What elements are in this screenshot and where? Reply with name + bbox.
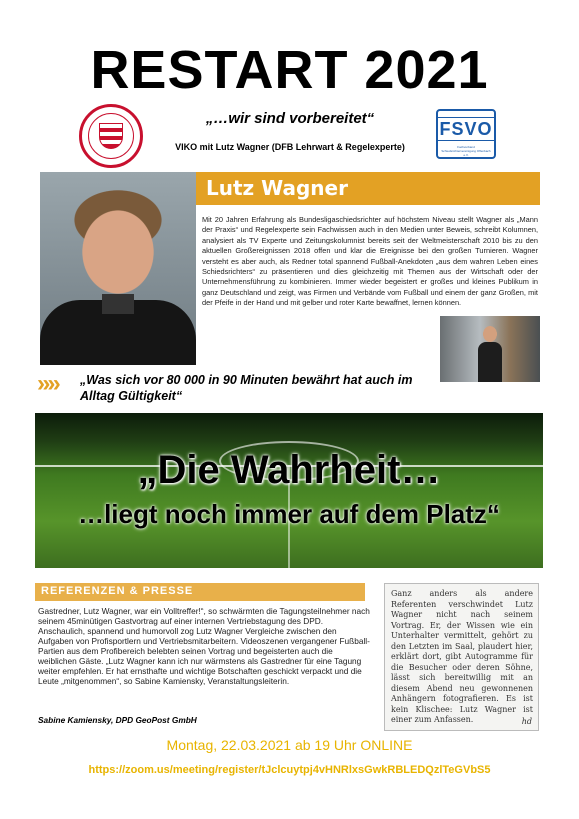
- event-date: Montag, 22.03.2021 ab 19 Uhr ONLINE: [166, 737, 413, 753]
- banner-headline: „Die Wahrheit…: [137, 448, 441, 492]
- press-clipping-initials: hd: [521, 717, 532, 726]
- speaker-name: Lutz Wagner: [206, 176, 348, 200]
- speaker-stage-photo: [440, 316, 540, 382]
- references-text: Gastredner, Lutz Wagner, war ein Volltreffer!“, so schwärmten die Tagungsteilnehmer nach seinem 45minütigen Gastvortrag auf einer internen Vertriebstagung des DPD. Anschaulich, spannend und humorvoll zog Lutz Wagner Vergleiche zwischen den Aufgaben von Profisportlern und Vertriebsmitarbeitern. Videoszenen vergangener Fußball-Partien aus dem Profibereich belebten seinen Vortrag und begeisterten auch die weiblichen Gäste. „Lutz Wagner kann ich nur wärmstens als Gastredner für eine Tagung weiter empfehlen. Er hat ernsthafte und wichtige Botschaften geschickt verpackt und die Leute „mitgenommen“, so Sabine Kamiensky, Veranstaltungsleiterin.: [38, 606, 370, 686]
- references-heading-bar: [35, 583, 365, 601]
- speaker-bio: Mit 20 Jahren Erfahrung als Bundesligaschiedsrichter auf höchstem Niveau stellt Wagner als „Mann der Praxis“ und Regelexperte sein Fachwissen auch in den Medien unter Beweis, schreibt Kolumnen, analysiert als TV Experte und Zeitungskolumnist bereits seit der Weltmeisterschaft 2010 bis zu den aktuellen Großereignissen 2018 offen und klar die Ereignisse bei den großen Turnieren. Wagner versteht es aber auch, als Redner total spannend Fußball-Anekdoten „aus dem wahren Leben eines Schiedsrichters“ zu präsentieren und dies gleichzeitig mit Themen aus der Wirtschaft oder der Unternehmensführung zu kombinieren. Immer wieder begeistert er großes und kleines Publikum in ganz Deutschland und zeigt, was Firmen und Verbände vom Fußball und einem der ganz Großen, mit der Pfeife in der Hand und mit gelber und roter Karte bewaffnet, lernen können.: [202, 215, 538, 308]
- portrait-collar: [102, 294, 134, 314]
- fsvo-logo: [436, 109, 496, 159]
- speaker-name-bar: [196, 172, 540, 205]
- speaker-quote: „Was sich vor 80 000 in 90 Minuten bewährt hat auch im Alltag Gültigkeit“: [80, 373, 413, 403]
- football-field-banner: [35, 413, 543, 568]
- subline: VIKO mit Lutz Wagner (DFB Lehrwart & Regelexperte): [175, 142, 405, 152]
- page-title: RESTART 2021: [90, 40, 489, 100]
- fsvo-logo-text: FSVO: [439, 119, 493, 139]
- event-registration-link[interactable]: https://zoom.us/meeting/register/tJclcuytpj4vHNRlxsGwkRBLEDQzlTeGVbS5: [88, 764, 491, 776]
- banner-subheadline: …liegt noch immer auf dem Platz“: [78, 499, 500, 529]
- association-seal-icon: [79, 104, 143, 168]
- speaker-portrait-photo: [40, 172, 196, 365]
- slogan: „…wir sind vorbereitet“: [205, 110, 375, 127]
- stage-photo-figure: [478, 342, 502, 382]
- fsvo-logo-small-text: Fachverband Schiedsrichtervereinigung Offenbach e.V.: [441, 145, 491, 157]
- references-signature: Sabine Kamiensky, DPD GeoPost GmbH: [38, 715, 197, 725]
- seal-shield: [99, 123, 123, 149]
- press-clipping: [384, 583, 539, 731]
- chevron-icon: »»: [37, 370, 58, 397]
- press-clipping-text: Ganz anders als andere Referenten verschwindet Lutz Wagner nicht nach seinem Vortrag. Er, der Wissen wie ein Unterhalter vermittelt, gehört zu den Letzten im Saal, plaudert hier, erklärt dort, gibt Autogramme für die Besucher oder deren Söhne, lässt sich bereitwillig mit an diesem Abend neu gewonnenen Anhängern fotografieren. Es ist kein Klischee: Lutz Wagner ist einer zum Anfassen.: [391, 589, 533, 724]
- references-heading: REFERENZEN & PRESSE: [41, 585, 194, 597]
